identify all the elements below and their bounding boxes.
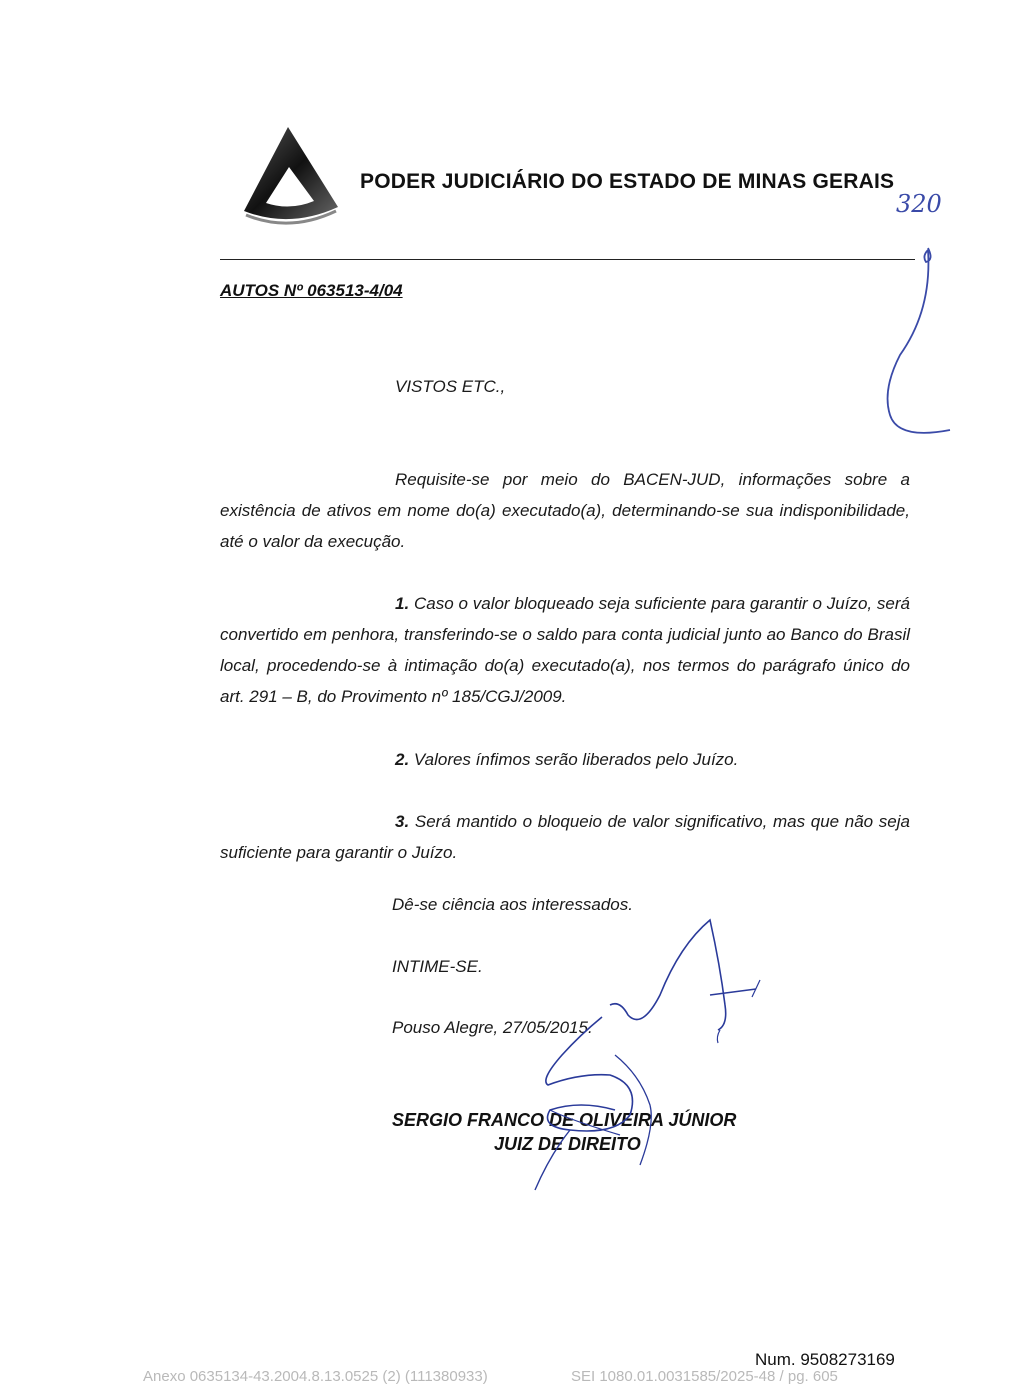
greeting: VISTOS ETC., (395, 377, 506, 396)
annex-reference: Anexo 0635134-43.2004.8.13.0525 (2) (111380933) (143, 1368, 488, 1385)
sei-reference: SEI 1080.01.0031585/2025-48 / pg. 605 (571, 1368, 838, 1385)
margin-annotation-mark (870, 190, 970, 450)
signer-role: JUIZ DE DIREITO (494, 1134, 641, 1154)
signer-name: SERGIO FRANCO DE OLIVEIRA JÚNIOR (392, 1110, 737, 1130)
item-text: Será mantido o bloqueio de valor significativo, mas que não seja suficiente para garantir o Juízo. (220, 812, 910, 862)
item-number: 1. (395, 594, 410, 613)
item-paragraph-1 (220, 588, 910, 712)
notice-line: Dê-se ciência aos interessados. (392, 895, 633, 914)
item-number: 3. (395, 812, 410, 831)
court-logo (240, 125, 342, 235)
handwritten-signature (520, 905, 780, 1195)
handwritten-page-number: 320 (896, 190, 942, 218)
place-date: Pouso Alegre, 27/05/2015. (392, 1018, 593, 1037)
header-divider (220, 259, 915, 260)
court-title: PODER JUDICIÁRIO DO ESTADO DE MINAS GERAIS (360, 170, 895, 193)
intro-paragraph: Requisite-se por meio do BACEN-JUD, informações sobre a existência de ativos em nome do(a) executado(a), determinando-se sua indisponibilidade, até o valor da execução. (220, 470, 910, 551)
item-paragraph-3 (220, 806, 910, 868)
item-number: 2. (395, 750, 410, 769)
document-number: Num. 9508273169 (755, 1350, 895, 1369)
item-text: Valores ínfimos serão liberados pelo Juízo. (413, 750, 739, 769)
item-paragraph-2 (395, 744, 738, 775)
order-line: INTIME-SE. (392, 957, 483, 976)
item-text: Caso o valor bloqueado seja suficiente para garantir o Juízo, será convertido em penhora, transferindo-se o saldo para conta judicial junto ao Banco do Brasil local, procedendo-se à intimação do(a) executado(a), nos termos do parágrafo único do art. 291 – B, do Provimento nº 185/CGJ/2009. (220, 594, 910, 706)
case-number: AUTOS Nº 063513-4/04 (220, 281, 403, 300)
